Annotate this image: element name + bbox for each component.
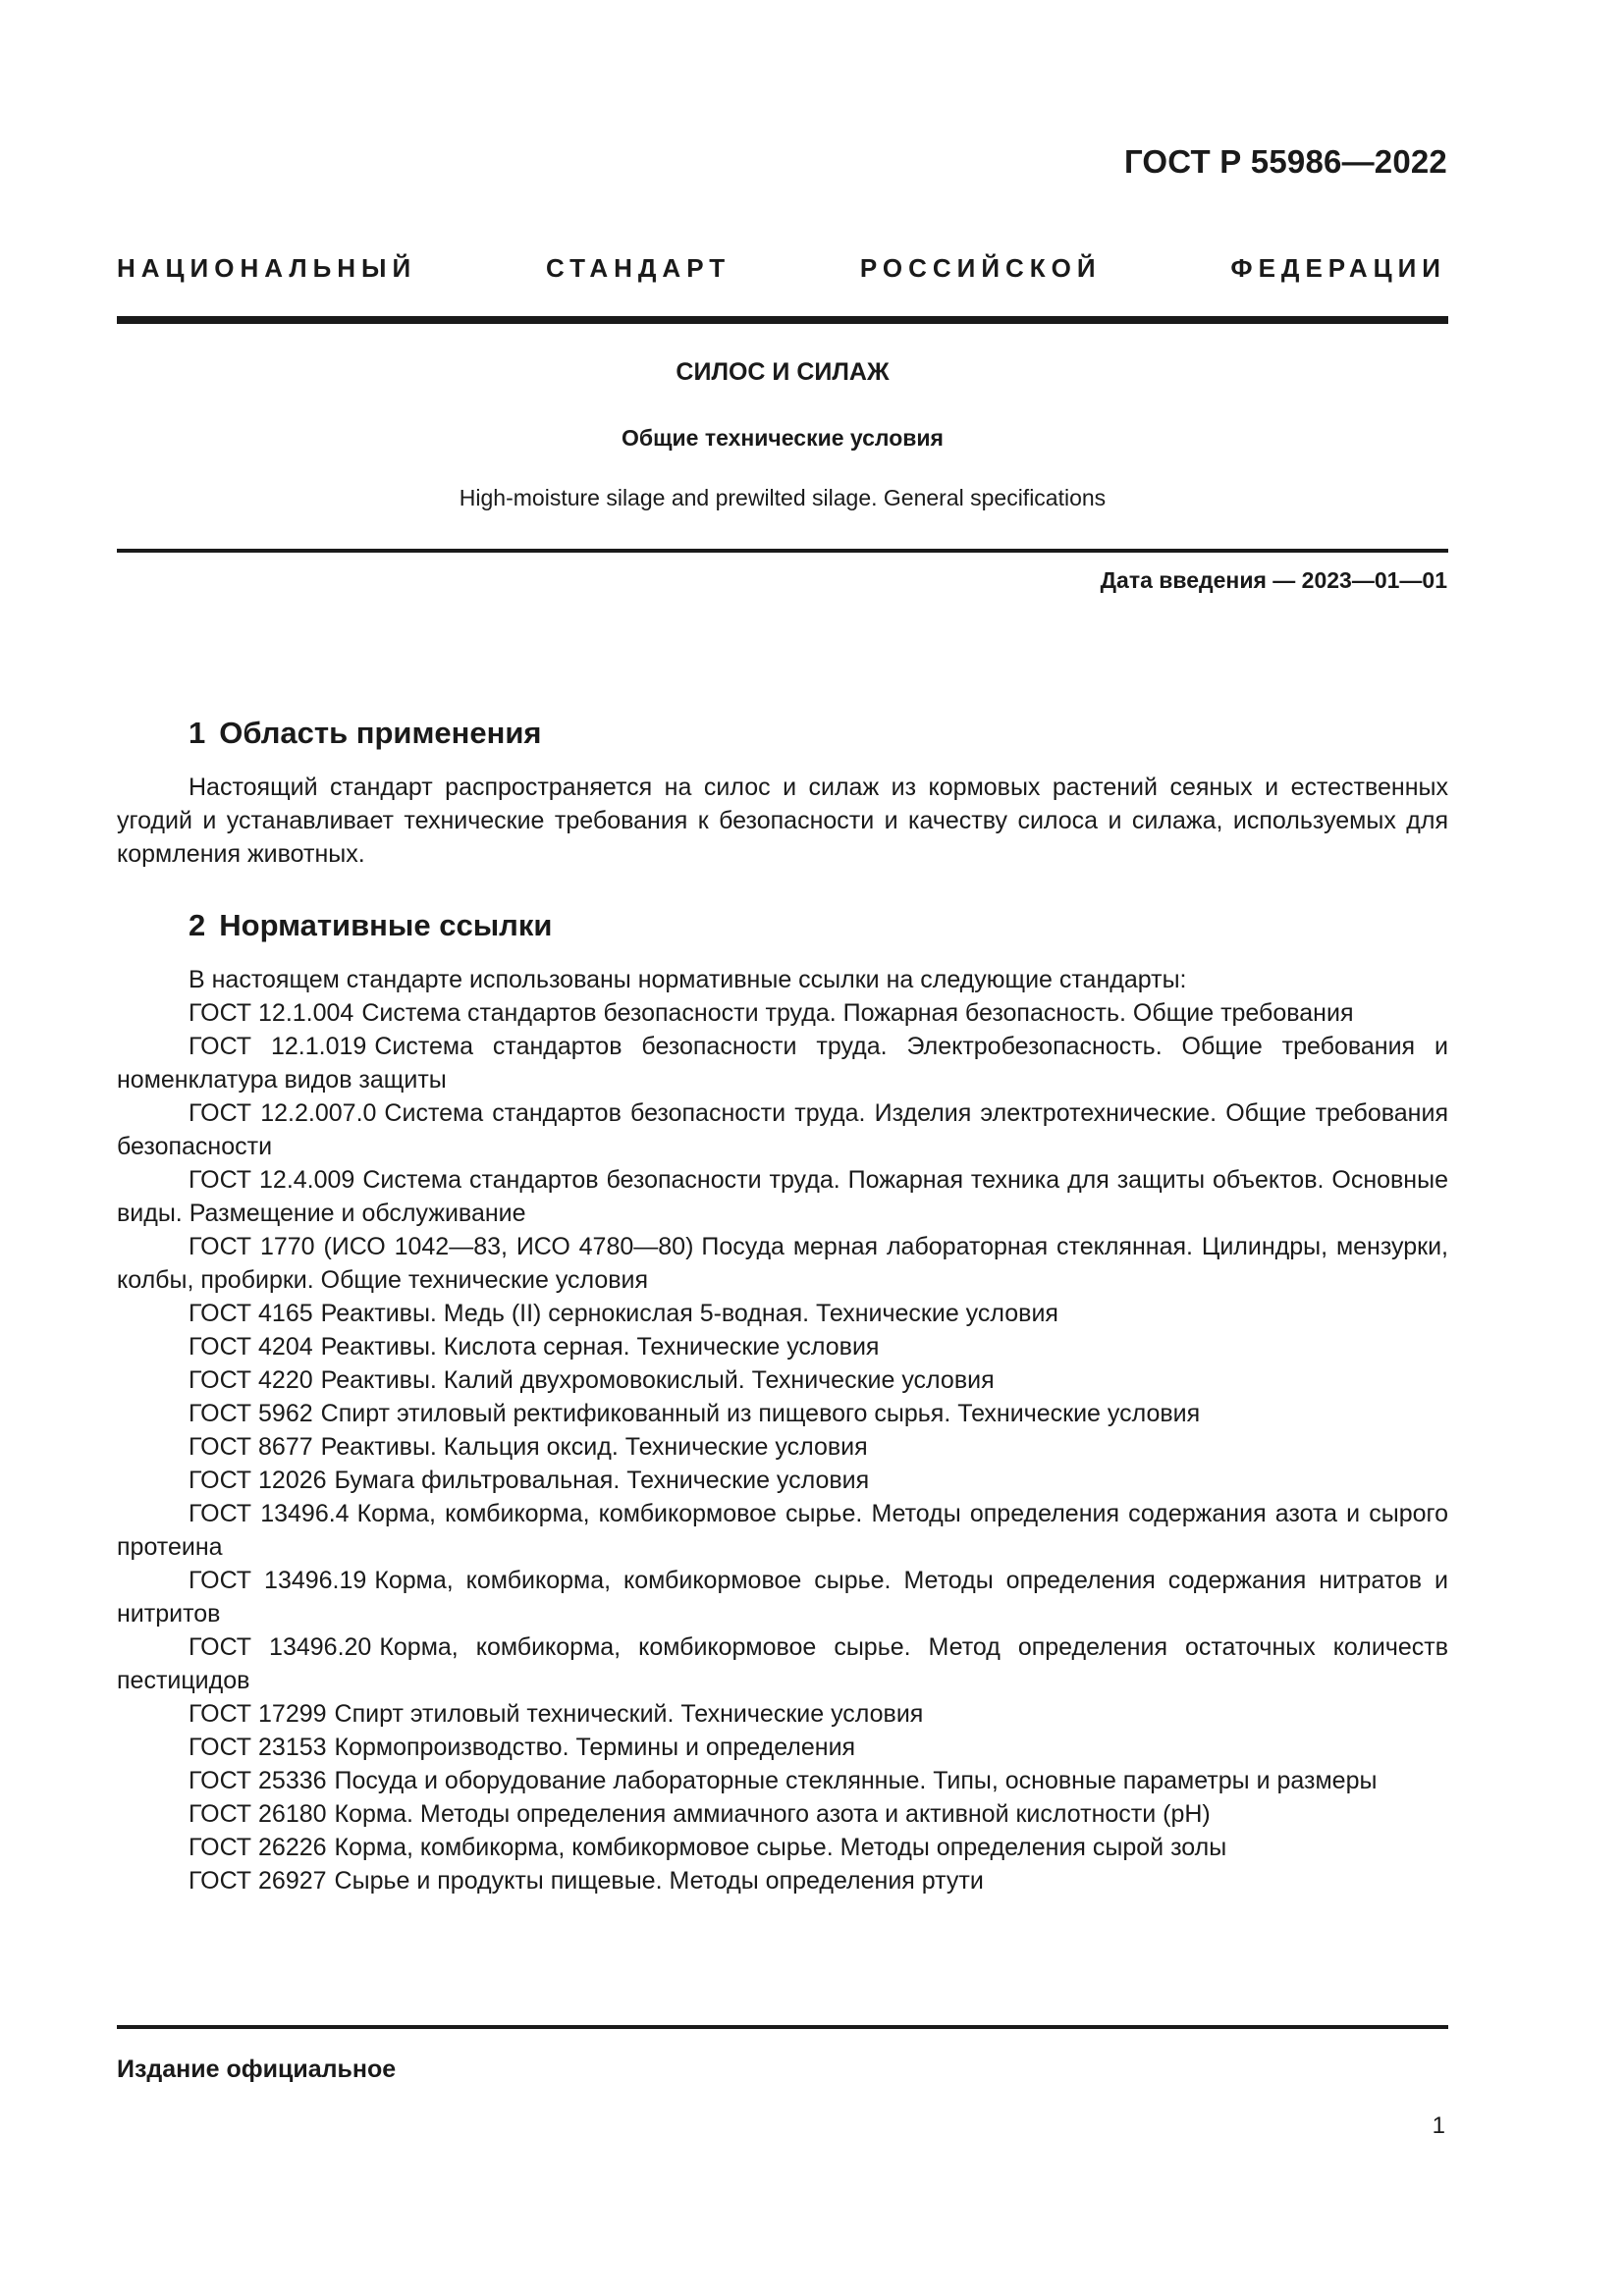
reference-code: ГОСТ 23153 [189, 1734, 327, 1761]
reference-title: Система стандартов безопасности труда. Пожарная техника для защиты объектов. Основные виды. Размещение и обслуживание [117, 1166, 1448, 1227]
reference-item [117, 1464, 1448, 1497]
reference-item [117, 1397, 1448, 1430]
reference-code: ГОСТ 4220 [189, 1366, 313, 1394]
reference-item [117, 996, 1448, 1030]
reference-code: ГОСТ 26226 [189, 1834, 327, 1861]
section-1-heading [117, 714, 1448, 753]
reference-title: Система стандартов безопасности труда. Электробезопасность. Общие требования и номенклатура видов защиты [117, 1033, 1448, 1094]
section-1-number: 1 [189, 716, 206, 750]
reference-code: ГОСТ 13496.20 [189, 1633, 372, 1661]
reference-item [117, 1030, 1448, 1096]
reference-code: ГОСТ 8677 [189, 1433, 313, 1461]
reference-code: ГОСТ 13496.4 [189, 1500, 350, 1527]
section-1-text: Настоящий стандарт распространяется на силос и силаж из кормовых растений сеяных и естественных угодий и устанавливает технические требования к безопасности и качеству силоса и силажа, используемых для кормления животных. [117, 774, 1448, 868]
reference-item [117, 1230, 1448, 1297]
document-number: ГОСТ Р 55986—2022 [1123, 143, 1447, 180]
reference-title: Спирт этиловый ректификованный из пищевого сырья. Технические условия [320, 1400, 1201, 1427]
reference-title: Посуда мерная лабораторная стеклянная. Цилиндры, мензурки, колбы, пробирки. Общие технические условия [117, 1233, 1448, 1294]
reference-title: Сырье и продукты пищевые. Методы определения ртути [334, 1867, 984, 1895]
reference-item [117, 1096, 1448, 1163]
reference-code: ГОСТ 12026 [189, 1467, 327, 1494]
reference-code: ГОСТ 12.1.004 [189, 999, 354, 1027]
standard-subtitle: Общие технические условия [622, 425, 944, 451]
reference-code: ГОСТ 4165 [189, 1300, 313, 1327]
reference-code: ГОСТ 26180 [189, 1800, 327, 1828]
header-divider [117, 316, 1448, 324]
reference-title: Система стандартов безопасности труда. Пожарная безопасность. Общие требования [361, 999, 1354, 1027]
reference-item [117, 1564, 1448, 1630]
section-spacer [117, 871, 1448, 906]
reference-code: ГОСТ 17299 [189, 1700, 327, 1728]
section-2-number: 2 [189, 908, 206, 942]
official-edition-label: Издание официальное [117, 2056, 397, 2083]
reference-title: Посуда и оборудование лабораторные стеклянные. Типы, основные параметры и размеры [334, 1767, 1378, 1794]
reference-code: ГОСТ 12.1.019 [189, 1033, 367, 1060]
reference-item [117, 1497, 1448, 1564]
reference-item [117, 1330, 1448, 1363]
reference-code: ГОСТ 12.4.009 [189, 1166, 355, 1194]
national-standard-banner: НАЦИОНАЛЬНЫЙ СТАНДАРТ РОССИЙСКОЙ ФЕДЕРАЦИИ [117, 253, 1446, 283]
reference-item [117, 1797, 1448, 1831]
reference-code: ГОСТ 1770 (ИСО 1042—83, ИСО 4780—80) [189, 1233, 694, 1260]
section-2-heading [117, 906, 1448, 945]
standard-title: СИЛОС И СИЛАЖ [676, 358, 890, 386]
reference-title: Кормопроизводство. Термины и определения [334, 1734, 856, 1761]
reference-item [117, 1864, 1448, 1897]
reference-title: Реактивы. Калий двухромовокислый. Технические условия [320, 1366, 995, 1394]
reference-item [117, 1630, 1448, 1697]
section-2-title: Нормативные ссылки [219, 908, 553, 942]
reference-code: ГОСТ 5962 [189, 1400, 313, 1427]
reference-item [117, 1430, 1448, 1464]
reference-item [117, 1697, 1448, 1731]
reference-title: Система стандартов безопасности труда. Изделия электротехнические. Общие требования безопасности [117, 1099, 1448, 1160]
reference-code: ГОСТ 26927 [189, 1867, 327, 1895]
introduction-date: Дата введения — 2023—01—01 [1100, 567, 1447, 593]
reference-item [117, 1297, 1448, 1330]
reference-title: Реактивы. Кальция оксид. Технические условия [320, 1433, 868, 1461]
page-number: 1 [1432, 2112, 1445, 2139]
reference-code: ГОСТ 12.2.007.0 [189, 1099, 377, 1127]
reference-item [117, 1731, 1448, 1764]
section-2-intro: В настоящем стандарте использованы нормативные ссылки на следующие стандарты: [189, 966, 1187, 993]
english-title: High-moisture silage and prewilted silage. General specifications [459, 485, 1107, 510]
document-body [117, 714, 1448, 1897]
reference-title: Спирт этиловый технический. Технические условия [334, 1700, 924, 1728]
reference-title: Корма, комбикорма, комбикормовое сырье. Методы определения содержания нитратов и нитритов [117, 1567, 1448, 1628]
reference-item [117, 1363, 1448, 1397]
reference-item [117, 1163, 1448, 1230]
reference-code: ГОСТ 13496.19 [189, 1567, 367, 1594]
reference-item [117, 1764, 1448, 1797]
reference-code: ГОСТ 4204 [189, 1333, 313, 1361]
footer-divider [117, 2025, 1448, 2029]
reference-code: ГОСТ 25336 [189, 1767, 327, 1794]
reference-item [117, 1831, 1448, 1864]
title-divider [117, 549, 1448, 553]
reference-title: Реактивы. Кислота серная. Технические условия [320, 1333, 880, 1361]
reference-title: Реактивы. Медь (II) сернокислая 5-водная. Технические условия [320, 1300, 1058, 1327]
reference-title: Корма, комбикорма, комбикормовое сырье. Метод определения остаточных количеств пестицидов [117, 1633, 1448, 1694]
reference-title: Бумага фильтровальная. Технические условия [334, 1467, 870, 1494]
reference-title: Корма, комбикорма, комбикормовое сырье. Методы определения содержания азота и сырого протеина [117, 1500, 1448, 1561]
section-1-title: Область применения [219, 716, 542, 750]
reference-title: Корма. Методы определения аммиачного азота и активной кислотности (pH) [334, 1800, 1211, 1828]
reference-title: Корма, комбикорма, комбикормовое сырье. Методы определения сырой золы [334, 1834, 1227, 1861]
